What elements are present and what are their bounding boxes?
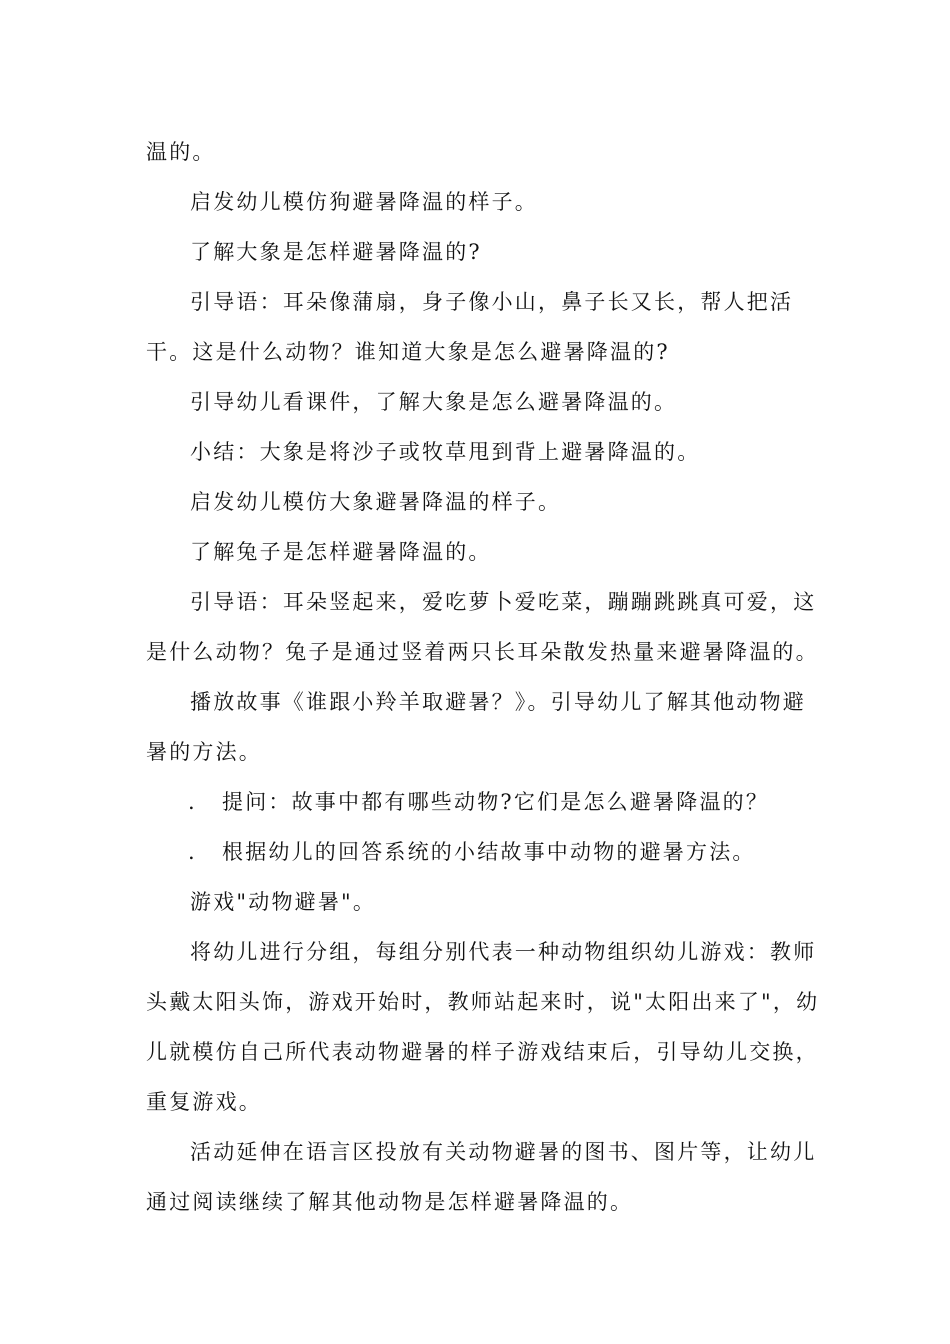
paragraph: 启发幼儿模仿大象避暑降温的样子。 <box>190 490 562 514</box>
paragraph: 小结：大象是将沙子或牧草甩到背上避暑降温的。 <box>190 440 701 464</box>
paragraph: 温的。 <box>146 140 216 164</box>
list-bullet: . <box>188 790 197 814</box>
list-item <box>146 777 826 827</box>
paragraph: 引导语：耳朵竖起来，爱吃萝卜爱吃菜，蹦蹦跳跳真可爱，这是什么动物？兔子是通过竖着两只长耳朵散发热量来避暑降温的。 <box>146 590 819 664</box>
paragraph: 将幼儿进行分组，每组分别代表一种动物组织幼儿游戏：教师头戴太阳头饰，游戏开始时，教师站起来时，说"太阳出来了"，幼儿就模仿自己所代表动物避暑的样子游戏结束后，引导幼儿交换，重复游戏。 <box>146 940 820 1114</box>
list-item-text: 根据幼儿的回答系统的小结故事中动物的避暑方法。 <box>222 840 756 864</box>
paragraph: 了解大象是怎样避暑降温的? <box>190 240 482 264</box>
paragraph: 活动延伸在语言区投放有关动物避暑的图书、图片等，让幼儿通过阅读继续了解其他动物是怎样避暑降温的。 <box>146 1140 817 1214</box>
paragraph: 游戏"动物避暑"。 <box>190 890 377 914</box>
list-item <box>146 827 826 877</box>
list-bullet: . <box>188 840 197 864</box>
paragraph: 引导语：耳朵像蒲扇，身子像小山，鼻子长又长，帮人把活干。这是什么动物？谁知道大象是怎么避暑降温的? <box>146 290 794 364</box>
list-item-text: 提问：故事中都有哪些动物?它们是怎么避暑降温的？ <box>222 790 770 814</box>
paragraph: 引导幼儿看课件，了解大象是怎么避暑降温的。 <box>190 390 678 414</box>
document-body <box>146 127 826 1227</box>
paragraph: 了解兔子是怎样避暑降温的。 <box>190 540 492 564</box>
paragraph: 播放故事《谁跟小羚羊取避暑？》。引导幼儿了解其他动物避暑的方法。 <box>146 690 806 764</box>
paragraph: 启发幼儿模仿狗避暑降温的样子。 <box>190 190 538 214</box>
